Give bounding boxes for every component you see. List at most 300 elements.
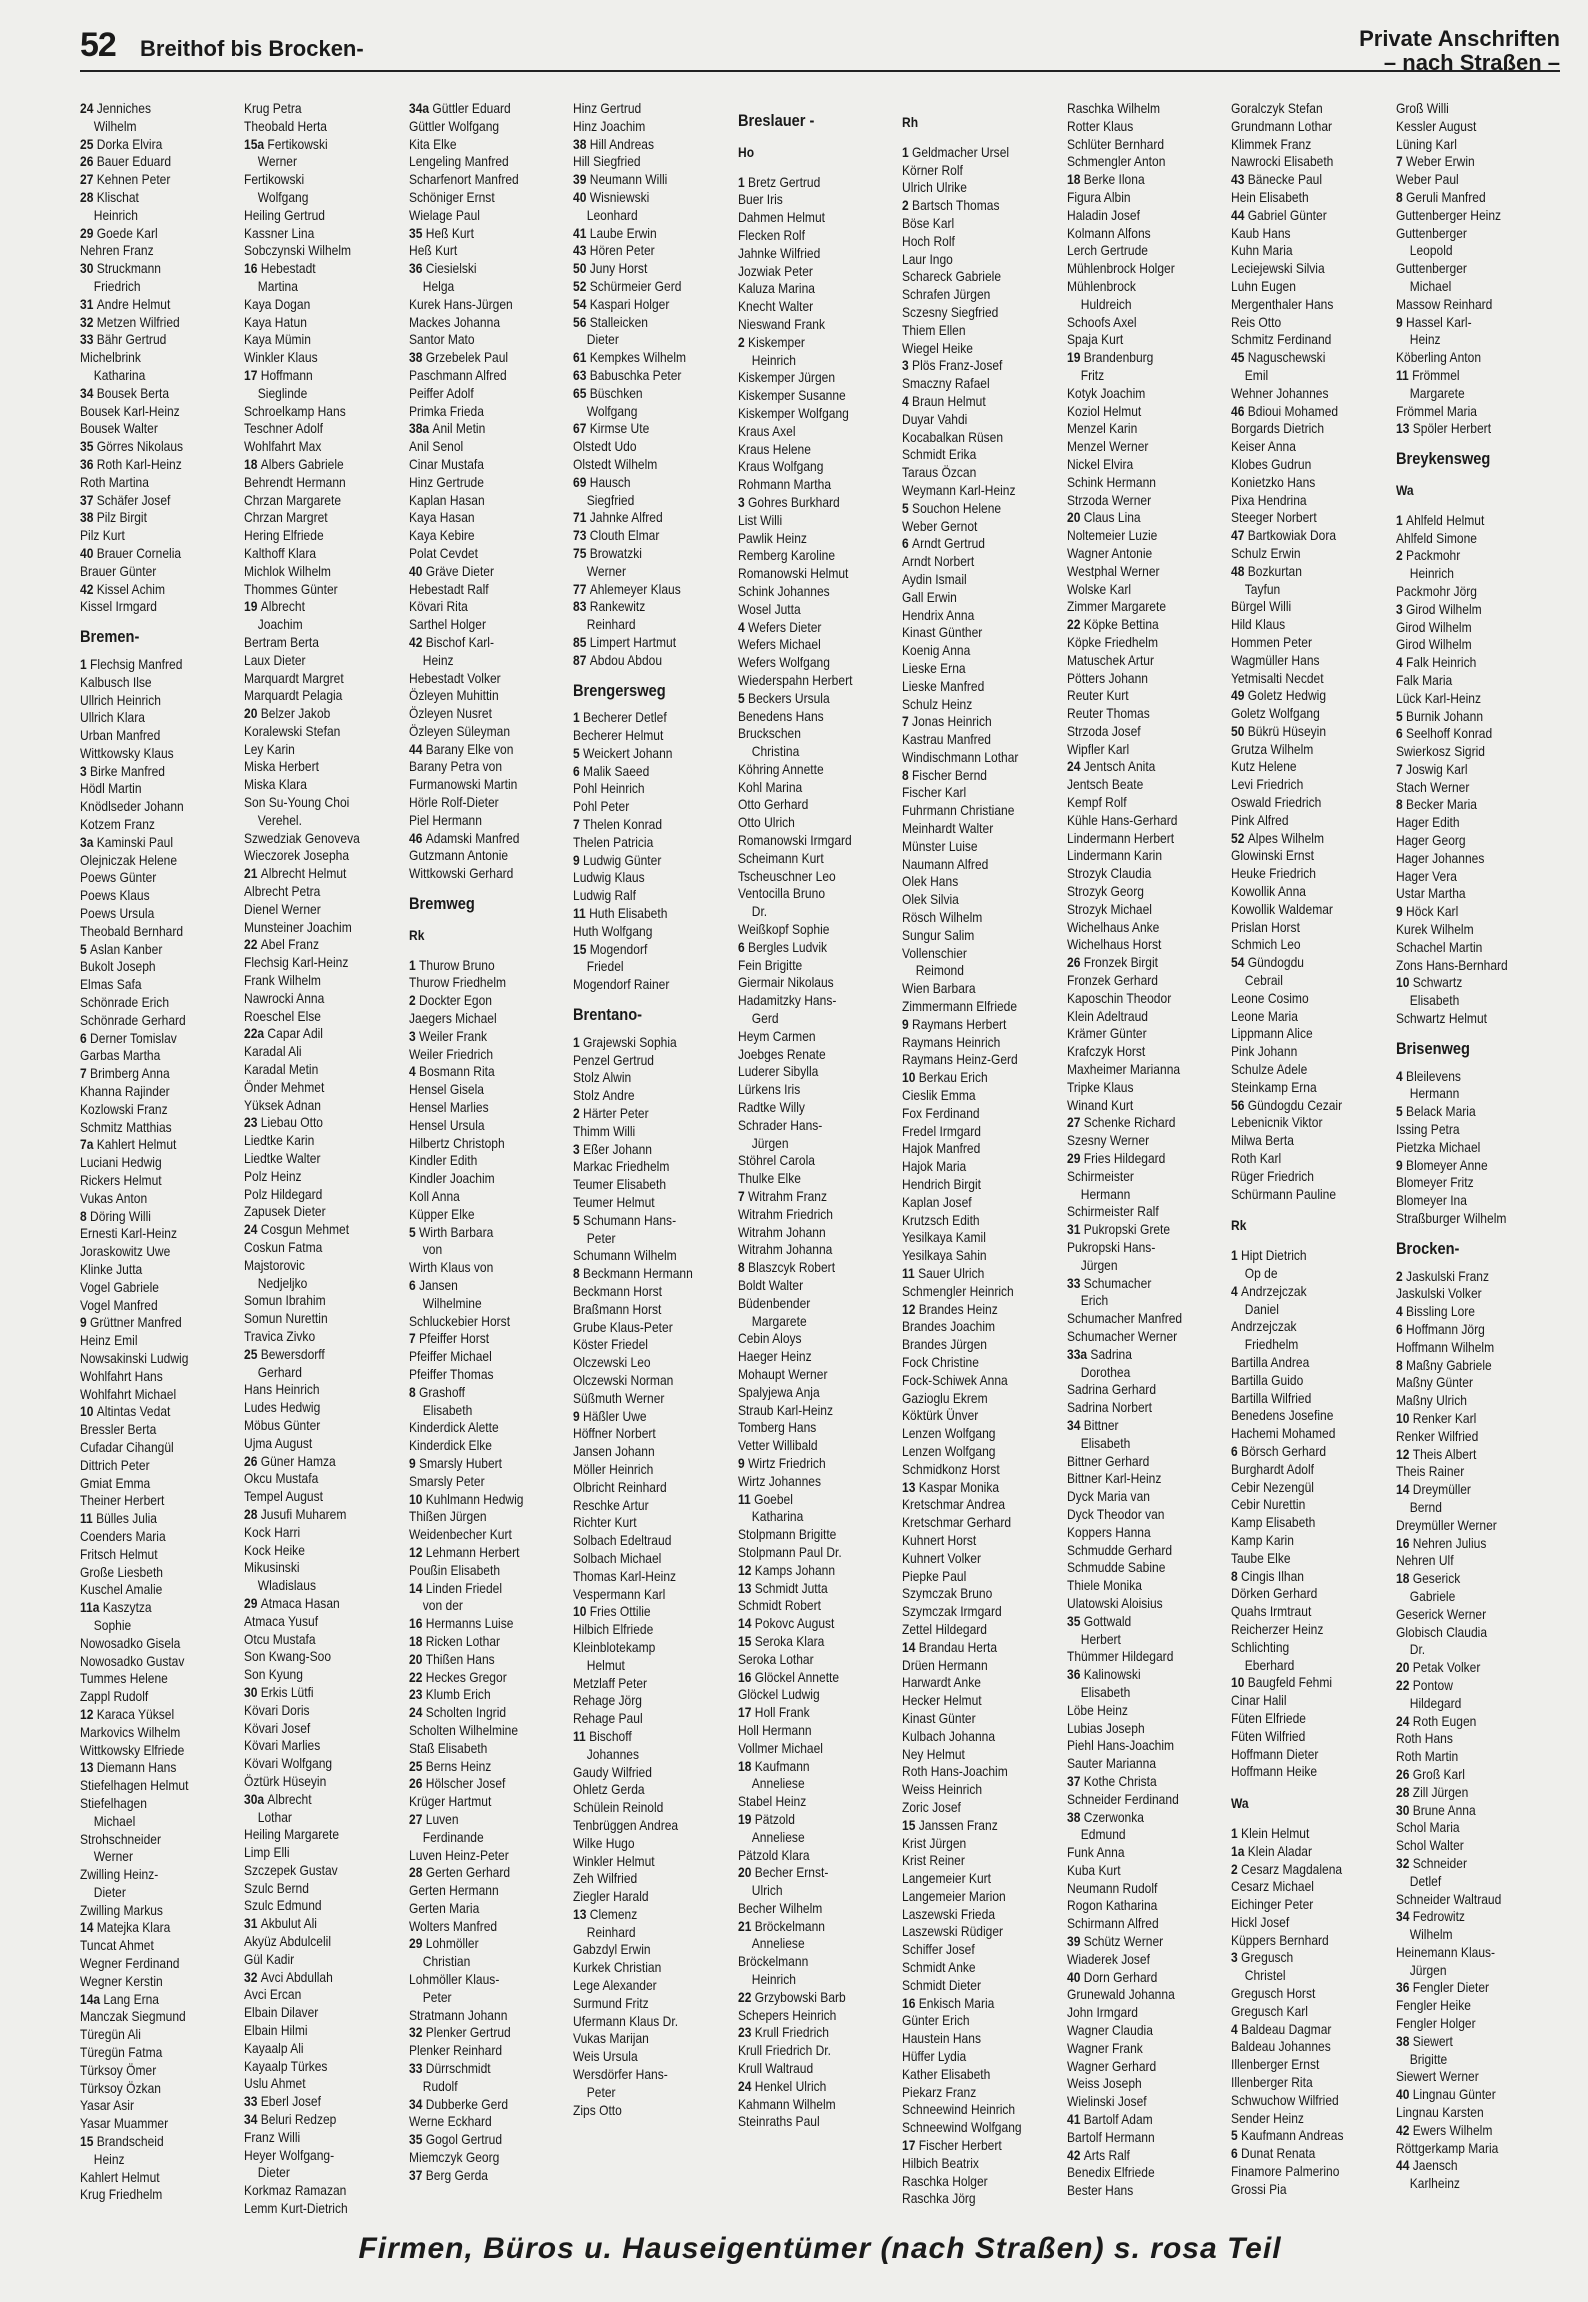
resident-name: Raymans Heinz-Gerd: [902, 1051, 1018, 1068]
resident-entry: [80, 1403, 221, 1421]
resident-name: Lubias Joseph: [1066, 1719, 1145, 1736]
house-number: 4: [737, 618, 748, 635]
resident-name: Reinhard: [587, 616, 636, 633]
resident-entry: [902, 446, 1043, 464]
resident-name: Sieglinde: [258, 384, 308, 401]
resident-entry: [738, 1063, 879, 1081]
house-number: 29: [80, 224, 97, 241]
entry-continuation: [573, 1746, 714, 1764]
resident-name: Heckes Gregor: [425, 1668, 507, 1685]
entry-continuation: [1067, 1826, 1208, 1844]
resident-name: Joraskowitz Uwe: [80, 1243, 171, 1260]
entry-continuation: [1067, 1435, 1208, 1453]
resident-entry: [1067, 331, 1208, 349]
resident-name: Steinkamp Erna: [1231, 1078, 1317, 1095]
house-number: 24: [737, 2077, 755, 2094]
resident-name: Heinz Emil: [80, 1332, 138, 1349]
resident-entry: [80, 941, 221, 959]
resident-entry: [573, 260, 714, 278]
resident-name: Gül Kadir: [244, 1950, 295, 1967]
street-heading: Brisenweg: [1395, 1038, 1470, 1058]
resident-name: Grutza Wilhelm: [1231, 740, 1314, 757]
resident-name: Nehren Ulf: [1395, 1552, 1454, 1569]
directory-column: [902, 100, 1043, 2215]
resident-name: Wilhelm: [93, 117, 137, 134]
resident-name: Türksoy Özkan: [80, 2079, 161, 2096]
resident-name: Flechsig Karl-Heinz: [244, 954, 349, 971]
resident-entry: [738, 2024, 879, 2042]
resident-entry: [573, 242, 714, 260]
resident-entry: [573, 420, 714, 438]
resident-entry: [244, 1737, 385, 1755]
resident-entry: [1231, 207, 1372, 225]
resident-entry: [573, 634, 714, 652]
resident-entry: [409, 1473, 550, 1491]
resident-name: Nawrocki Elisabeth: [1231, 153, 1334, 170]
resident-entry: [1396, 619, 1537, 637]
resident-entry: [80, 1759, 221, 1777]
house-number: 36: [1395, 1979, 1413, 1996]
resident-name: Verehel.: [258, 811, 303, 828]
resident-name: Dienel Werner: [244, 900, 322, 917]
house-number: 16: [737, 1668, 755, 1685]
house-number: 16: [244, 260, 262, 277]
resident-name: Vespermann Karl: [573, 1585, 666, 1602]
house-number: 27: [80, 171, 97, 188]
resident-entry: [573, 1817, 714, 1835]
resident-entry: [902, 784, 1043, 802]
resident-name: Weber Erwin: [1405, 153, 1475, 170]
resident-name: Marquardt Margret: [244, 669, 345, 686]
resident-name: Kissel Irmgard: [80, 598, 157, 615]
entry-continuation: [738, 1971, 879, 1989]
resident-name: Zappl Rudolf: [80, 1688, 149, 1705]
resident-name: Strzoda Werner: [1066, 491, 1151, 508]
resident-entry: [902, 2066, 1043, 2084]
house-number: 15: [573, 940, 591, 957]
entry-continuation: [1396, 331, 1537, 349]
resident-entry: [1067, 1310, 1208, 1328]
resident-name: Dr.: [751, 903, 767, 920]
resident-name: von der: [422, 1597, 463, 1614]
resident-name: Lohmöller Klaus-: [408, 1971, 500, 1988]
resident-name: Plenker Gertrud: [425, 2024, 511, 2041]
entry-continuation: [1396, 2051, 1537, 2069]
resident-name: Vukas Anton: [80, 1189, 148, 1206]
resident-entry: [244, 1666, 385, 1684]
resident-name: Dieter: [587, 331, 620, 348]
resident-name: Hölscher Josef: [425, 1775, 506, 1792]
resident-entry: [244, 1488, 385, 1506]
house-number: 5: [1395, 1103, 1406, 1120]
house-number: 8: [1395, 188, 1406, 205]
resident-entry: [1396, 420, 1537, 438]
resident-entry: [409, 171, 550, 189]
resident-entry: [80, 260, 221, 278]
resident-entry: [244, 723, 385, 741]
entry-continuation: [573, 563, 714, 581]
resident-name: Stolz Andre: [573, 1087, 635, 1104]
resident-name: Piel Hermann: [408, 811, 482, 828]
resident-name: Gerten Maria: [408, 1899, 480, 1916]
resident-entry: [738, 334, 879, 352]
resident-name: Weis Ursula: [573, 2048, 638, 2065]
resident-entry: [1067, 1880, 1208, 1898]
house-number: 54: [1231, 954, 1248, 971]
resident-entry: [1067, 794, 1208, 812]
resident-entry: [244, 865, 385, 883]
resident-name: Brandes Heinz: [918, 1300, 998, 1317]
resident-name: Weber Paul: [1395, 171, 1459, 188]
resident-name: Weymann Karl-Heinz: [902, 481, 1016, 498]
resident-entry: [738, 245, 879, 263]
resident-entry: [902, 2012, 1043, 2030]
resident-name: Olbricht Reinhard: [573, 1478, 667, 1495]
resident-name: Beluri Redzep: [261, 2111, 337, 2128]
resident-name: Becker Maria: [1405, 796, 1477, 813]
resident-name: Dyck Maria van: [1066, 1488, 1150, 1505]
resident-entry: [573, 1514, 714, 1532]
resident-entry: [244, 1826, 385, 1844]
resident-name: Lingnau Karsten: [1395, 2104, 1484, 2121]
resident-name: Wohlfahrt Max: [244, 438, 322, 455]
resident-name: Kinast Günther: [902, 624, 983, 641]
resident-entry: [573, 1105, 714, 1123]
resident-name: Seroka Klara: [754, 1632, 825, 1649]
resident-name: Lindermann Herbert: [1066, 829, 1174, 846]
entry-continuation: [573, 1230, 714, 1248]
resident-entry: [1231, 723, 1372, 741]
house-number: 46: [1231, 402, 1248, 419]
resident-name: Hensel Gisela: [408, 1081, 484, 1098]
resident-entry: [902, 179, 1043, 197]
entry-continuation: [244, 385, 385, 403]
house-number: 71: [573, 509, 591, 526]
resident-name: Klischat: [96, 188, 139, 205]
resident-name: Katharina: [751, 1508, 804, 1525]
resident-name: Dorothea: [1080, 1363, 1130, 1380]
resident-name: Theobald Bernhard: [80, 922, 184, 939]
entry-continuation: [244, 278, 385, 296]
resident-name: Koralewski Stefan: [244, 722, 341, 739]
resident-name: Fredel Irmgard: [902, 1122, 982, 1139]
resident-entry: [573, 171, 714, 189]
resident-entry: [573, 1781, 714, 1799]
resident-entry: [409, 492, 550, 510]
resident-entry: [1231, 1763, 1372, 1781]
resident-entry: [409, 242, 550, 260]
house-number: 26: [80, 153, 97, 170]
resident-entry: [244, 225, 385, 243]
resident-entry: [738, 1224, 879, 1242]
resident-entry: [80, 474, 221, 492]
resident-name: Heinrich: [1409, 565, 1454, 582]
house-number: 10: [902, 1069, 919, 1086]
resident-entry: [80, 403, 221, 421]
house-number: 36: [408, 260, 426, 277]
resident-entry: [902, 2084, 1043, 2102]
house-number: 37: [80, 491, 97, 508]
resident-entry: [902, 1318, 1043, 1336]
resident-entry: [80, 1065, 221, 1083]
entry-continuation: [738, 1935, 879, 1953]
resident-entry: [1396, 761, 1537, 779]
resident-entry: [1231, 385, 1372, 403]
resident-name: Liedtke Karin: [244, 1132, 315, 1149]
house-number: 56: [1231, 1096, 1248, 1113]
resident-entry: [1231, 2056, 1372, 2074]
house-number: 10: [1395, 1409, 1413, 1426]
house-number: 16: [1395, 1534, 1413, 1551]
resident-name: Op de: [1244, 1265, 1278, 1281]
resident-entry: [409, 1419, 550, 1437]
resident-entry: [1231, 652, 1372, 670]
resident-name: Roth Martina: [80, 473, 149, 490]
resident-entry: [738, 1455, 879, 1473]
house-number: 42: [80, 580, 97, 597]
entry-continuation: [1067, 1684, 1208, 1702]
resident-name: Sophie: [93, 1616, 132, 1633]
resident-entry: [1396, 1802, 1537, 1820]
house-number: 40: [1066, 1968, 1084, 1985]
resident-name: Ulrich: [751, 1882, 783, 1899]
resident-name: Drüen Hermann: [902, 1656, 988, 1673]
resident-entry: [80, 2169, 221, 2187]
resident-entry: [1231, 1692, 1372, 1710]
house-number: 24: [80, 100, 97, 116]
resident-name: Struckmann: [96, 260, 161, 277]
resident-name: Yasar Asir: [80, 2097, 134, 2114]
resident-entry: [573, 2102, 714, 2120]
resident-entry: [409, 957, 550, 975]
resident-entry: [573, 100, 714, 118]
resident-entry: [573, 1176, 714, 1194]
entry-continuation: [573, 331, 714, 349]
resident-entry: [1067, 2058, 1208, 2076]
resident-entry: [573, 118, 714, 136]
resident-name: Große Liesbeth: [80, 1563, 163, 1580]
resident-entry: [738, 850, 879, 868]
resident-entry: [244, 1915, 385, 1933]
resident-name: Kulbach Johanna: [902, 1727, 996, 1744]
resident-entry: [1067, 1559, 1208, 1577]
resident-name: Hager Vera: [1395, 867, 1457, 884]
resident-name: Friedhelm: [1244, 1336, 1299, 1353]
resident-entry: [738, 1491, 879, 1509]
resident-entry: [1396, 708, 1537, 726]
resident-name: Zill Jürgen: [1412, 1783, 1468, 1800]
resident-name: Koppers Hanna: [1066, 1523, 1151, 1540]
resident-name: Burghardt Adolf: [1231, 1460, 1315, 1477]
house-number: 67: [573, 420, 591, 437]
resident-name: Dürrschmidt: [425, 2060, 491, 2077]
resident-entry: [738, 1170, 879, 1188]
resident-name: Katharina: [93, 366, 146, 383]
resident-name: Avci Ercan: [244, 1986, 302, 2003]
resident-entry: [902, 1532, 1043, 1550]
resident-entry: [409, 2042, 550, 2060]
resident-name: Miska Herbert: [244, 758, 320, 775]
resident-name: Türksoy Ömer: [80, 2061, 157, 2078]
entry-continuation: [902, 962, 1043, 980]
resident-entry: [738, 387, 879, 405]
resident-name: Michlok Wilhelm: [244, 562, 332, 579]
resident-name: Karaca Yüksel: [96, 1705, 175, 1722]
resident-entry: [80, 1831, 221, 1849]
resident-entry: [738, 191, 879, 209]
resident-name: Beckmann Hermann: [583, 1265, 694, 1282]
resident-entry: [80, 727, 221, 745]
resident-name: Reuter Kurt: [1066, 687, 1129, 704]
resident-name: Jansen: [418, 1277, 458, 1293]
resident-entry: [1231, 474, 1372, 492]
resident-name: Bissling Lore: [1405, 1303, 1475, 1320]
house-number: 22: [408, 1668, 426, 1685]
entry-continuation: [1396, 1641, 1537, 1659]
resident-name: Pfeiffer Thomas: [408, 1365, 494, 1382]
resident-entry: [244, 1061, 385, 1079]
resident-entry: [244, 1773, 385, 1791]
house-number: 11: [1395, 366, 1412, 383]
resident-entry: [1231, 1710, 1372, 1728]
resident-entry: [80, 100, 221, 118]
resident-name: Frömmel: [1411, 366, 1460, 383]
resident-name: Jusufi Muharem: [261, 1505, 347, 1522]
resident-name: Garbas Martha: [80, 1047, 161, 1064]
resident-name: Theiner Herbert: [80, 1492, 165, 1509]
resident-entry: [244, 936, 385, 954]
resident-name: Zwilling Markus: [80, 1901, 163, 1918]
resident-entry: [1231, 1585, 1372, 1603]
resident-name: Elbain Hilmi: [244, 2022, 309, 2039]
house-number: 28: [244, 1505, 262, 1522]
resident-name: Ernesti Karl-Heinz: [80, 1225, 178, 1242]
resident-entry: [1067, 1275, 1208, 1293]
resident-name: Scholten Wilhelmine: [408, 1721, 518, 1738]
resident-name: Lenzen Wolfgang: [902, 1425, 996, 1442]
house-number: 11: [737, 1490, 754, 1507]
resident-name: Winand Kurt: [1066, 1096, 1133, 1113]
resident-name: Hoch Rolf: [902, 232, 956, 249]
resident-entry: [738, 619, 879, 637]
resident-name: Thimm Willi: [573, 1122, 636, 1139]
house-number: 8: [80, 1207, 91, 1224]
resident-name: Fischer Bernd: [912, 766, 988, 783]
resident-name: Raschka Wilhelm: [1066, 100, 1160, 116]
house-number: 37: [408, 2166, 426, 2183]
house-number: 35: [408, 224, 426, 241]
resident-entry: [244, 438, 385, 456]
resident-name: Eberl Josef: [261, 2093, 322, 2110]
resident-name: Häßler Uwe: [583, 1407, 647, 1424]
house-number: 5: [1231, 2127, 1242, 2144]
resident-entry: [902, 1870, 1043, 1888]
resident-entry: [409, 1758, 550, 1776]
house-number: 6: [573, 762, 584, 779]
resident-entry: [1067, 616, 1208, 634]
resident-name: Mackes Johanna: [408, 313, 500, 330]
resident-name: Cebin Aloys: [737, 1330, 802, 1347]
resident-name: Wilke Hugo: [573, 1834, 635, 1851]
resident-name: Clouth Elmar: [590, 527, 660, 544]
resident-entry: [902, 873, 1043, 891]
resident-name: Hajok Maria: [902, 1158, 967, 1175]
resident-entry: [409, 2131, 550, 2149]
resident-name: Wolfgang: [587, 402, 638, 419]
resident-entry: [1231, 1168, 1372, 1186]
house-number: 19: [737, 1810, 755, 1827]
resident-entry: [244, 1862, 385, 1880]
resident-entry: [1231, 420, 1372, 438]
resident-name: Grundmann Lothar: [1231, 117, 1333, 134]
house-number: 8: [1395, 1356, 1406, 1373]
resident-entry: [244, 919, 385, 937]
resident-name: Kaya Mümin: [244, 331, 312, 348]
resident-entry: [1067, 1008, 1208, 1026]
resident-entry: [244, 1150, 385, 1168]
resident-name: Hager Johannes: [1395, 849, 1484, 866]
entry-continuation: [1067, 1631, 1208, 1649]
resident-name: Hommen Peter: [1231, 633, 1313, 650]
resident-name: Glöckel Annette: [754, 1668, 839, 1685]
resident-name: Helmut: [587, 1656, 626, 1673]
resident-name: Pätzold Klara: [737, 1846, 810, 1863]
resident-name: Polz Hildegard: [244, 1185, 323, 1202]
house-number: 14: [737, 1615, 755, 1632]
resident-name: Pötters Johann: [1066, 669, 1148, 686]
resident-name: Friedrich: [93, 277, 141, 294]
resident-name: Massow Reinhard: [1395, 295, 1492, 312]
resident-name: Flechsig Manfred: [90, 655, 183, 672]
resident-name: Vogel Gabriele: [80, 1278, 159, 1295]
resident-entry: [902, 1158, 1043, 1176]
house-number: 9: [737, 1454, 748, 1471]
entry-continuation: [573, 1657, 714, 1675]
resident-entry: [1231, 1550, 1372, 1568]
resident-entry: [573, 1443, 714, 1461]
resident-name: Rudolf: [422, 2077, 458, 2094]
resident-name: Richter Kurt: [573, 1514, 637, 1531]
page-title: Breithof bis Brocken-: [140, 36, 364, 61]
resident-entry: [573, 438, 714, 456]
resident-name: Schülein Reinold: [573, 1799, 664, 1816]
entry-continuation: [1231, 367, 1372, 385]
house-number: 9: [573, 1407, 584, 1424]
resident-name: Stolpmann Brigitte: [737, 1526, 837, 1543]
resident-name: Miemczyk Georg: [408, 2149, 500, 2166]
resident-entry: [409, 1099, 550, 1117]
resident-name: Wolters Manfred: [408, 1917, 497, 1934]
resident-name: Köhring Annette: [737, 760, 824, 777]
resident-entry: [1067, 1453, 1208, 1471]
house-number: 15: [902, 1816, 919, 1833]
resident-entry: [738, 405, 879, 423]
resident-entry: [409, 830, 550, 848]
resident-entry: [1067, 563, 1208, 581]
resident-name: Wiegel Heike: [902, 339, 974, 356]
resident-name: Wilhelmine: [422, 1294, 482, 1311]
resident-name: Knecht Walter: [737, 298, 813, 315]
resident-entry: [1396, 1979, 1537, 1997]
resident-entry: [738, 957, 879, 975]
house-number: 32: [1395, 1854, 1413, 1871]
resident-name: Wisniewski: [590, 188, 650, 205]
resident-entry: [738, 1704, 879, 1722]
resident-name: Becherer Detlef: [583, 709, 668, 726]
house-number: 22: [1395, 1676, 1413, 1693]
resident-name: Hickl Josef: [1231, 1913, 1290, 1930]
resident-name: Schmidt Anke: [902, 1959, 976, 1976]
